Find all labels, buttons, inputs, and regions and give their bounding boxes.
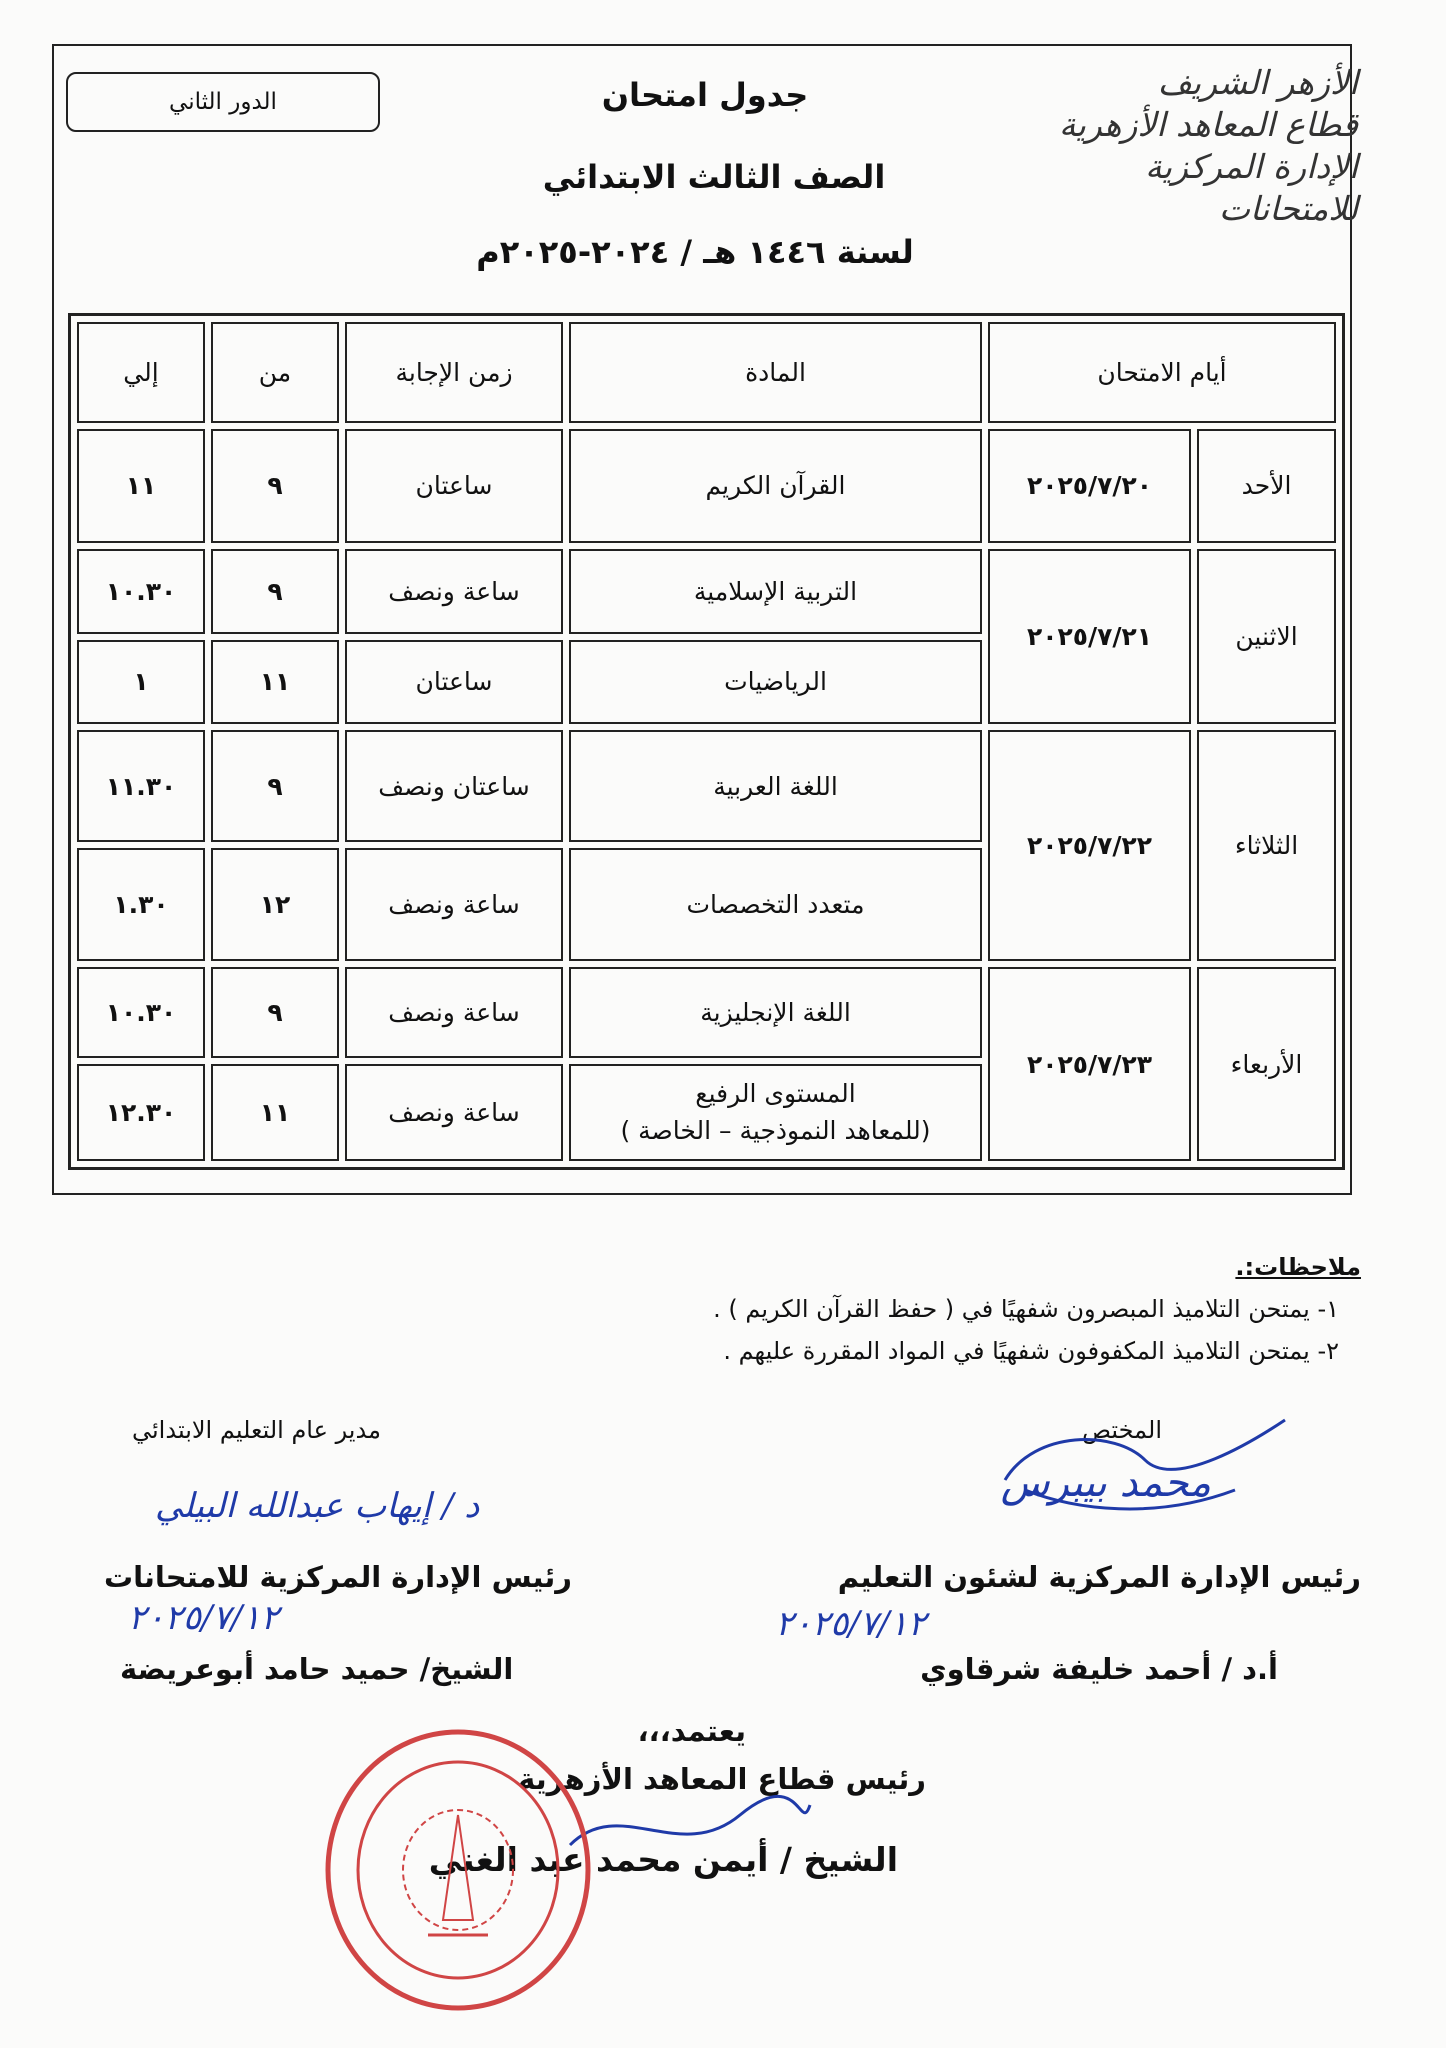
subject-line-1: المستوى الرفيع — [695, 1079, 856, 1109]
to-cell: ١٠.٣٠ — [77, 549, 205, 633]
duration-cell: ساعتان — [345, 429, 563, 544]
header-subject: المادة — [569, 322, 982, 423]
note-item: ١- يمتحن التلاميذ المبصرون شفهيًا في ( حفظ القرآن الكريم ) . — [713, 1295, 1339, 1323]
to-cell: ١٠.٣٠ — [77, 967, 205, 1057]
table-row — [77, 549, 1336, 633]
from-cell: ٩ — [211, 549, 339, 633]
notes-title: ملاحظات:. — [1235, 1253, 1361, 1281]
day-cell: الأحد — [1197, 429, 1336, 544]
header-to: إلي — [77, 322, 205, 423]
day-cell: الأربعاء — [1197, 967, 1336, 1161]
duration-cell: ساعة ونصف — [345, 1064, 563, 1161]
subject-cell: اللغة العربية — [569, 730, 982, 843]
date-cell: ٢٠٢٥/٧/٢١ — [988, 549, 1191, 723]
from-cell: ١١ — [211, 1064, 339, 1161]
to-cell: ١١ — [77, 429, 205, 544]
to-cell: ١.٣٠ — [77, 848, 205, 961]
exams-head-name: الشيخ/ حميد حامد أبوعريضة — [120, 1652, 514, 1686]
exams-head-title: رئيس الإدارة المركزية للامتحانات — [104, 1560, 572, 1594]
table-header-row — [77, 322, 1336, 423]
from-cell: ٩ — [211, 730, 339, 843]
grade-title: الصف الثالث الابتدائي — [542, 158, 886, 196]
logo-line-3: الإدارة المركزية للامتحانات — [1145, 147, 1358, 228]
duration-cell: ساعتان — [345, 640, 563, 724]
date-cell: ٢٠٢٥/٧/٢٣ — [988, 967, 1191, 1161]
notes-section — [461, 1246, 1361, 1372]
to-cell: ١٢.٣٠ — [77, 1064, 205, 1161]
note-item: ٢- يمتحن التلاميذ المكفوفون شفهيًا في المواد المقررة عليهم . — [723, 1337, 1339, 1365]
specialist-label: المختص — [1082, 1416, 1162, 1444]
subject-cell — [569, 1064, 982, 1161]
table-row — [77, 967, 1336, 1057]
logo-line-1: الأزهر الشريف — [1157, 63, 1358, 102]
from-cell: ١١ — [211, 640, 339, 724]
approve-label: يعتمد،،، — [637, 1714, 746, 1748]
round-label: الدور الثاني — [169, 89, 277, 115]
to-cell: ١١.٣٠ — [77, 730, 205, 843]
page-title: جدول امتحان — [601, 76, 809, 114]
subject-cell: اللغة الإنجليزية — [569, 967, 982, 1057]
header-from: من — [211, 322, 339, 423]
duration-cell: ساعة ونصف — [345, 549, 563, 633]
subject-cell: التربية الإسلامية — [569, 549, 982, 633]
from-cell: ٩ — [211, 429, 339, 544]
header-days: أيام الامتحان — [988, 322, 1336, 423]
table-row — [77, 429, 1336, 544]
sector-head-title: رئيس قطاع المعاهد الأزهرية — [518, 1762, 926, 1796]
date-cell: ٢٠٢٥/٧/٢٢ — [988, 730, 1191, 962]
from-cell: ١٢ — [211, 848, 339, 961]
duration-cell: ساعة ونصف — [345, 967, 563, 1057]
subject-line-2: (للمعاهد النموذجية – الخاصة ) — [620, 1116, 931, 1146]
sector-head-signature-scribble — [560, 1785, 820, 1875]
sector-head-name: الشيخ / أيمن محمد عبد الغني — [428, 1840, 898, 1879]
specialist-signature: محمد بيبرس — [1000, 1460, 1211, 1506]
logo-line-2: قطاع المعاهد الأزهرية — [1059, 105, 1358, 144]
director-handwritten: د / إيهاب عبدالله البيلي — [155, 1486, 480, 1526]
year-title: لسنة ١٤٤٦ هـ / ٢٠٢٤-٢٠٢٥م — [476, 233, 914, 271]
subject-cell: الرياضيات — [569, 640, 982, 724]
table-row — [77, 730, 1336, 843]
official-seal-icon — [318, 1720, 598, 2020]
to-cell: ١ — [77, 640, 205, 724]
director-title: مدير عام التعليم الابتدائي — [132, 1416, 381, 1444]
day-cell: الاثنين — [1197, 549, 1336, 723]
specialist-signature-scribble — [995, 1410, 1295, 1530]
subject-cell: القرآن الكريم — [569, 429, 982, 544]
education-head-date: ٢٠٢٥/٧/١٢ — [775, 1604, 926, 1644]
duration-cell: ساعتان ونصف — [345, 730, 563, 843]
subject-cell: متعدد التخصصات — [569, 848, 982, 961]
education-head-name: أ.د / أحمد خليفة شرقاوي — [920, 1652, 1278, 1686]
header-duration: زمن الإجابة — [345, 322, 563, 423]
education-head-title: رئيس الإدارة المركزية لشئون التعليم — [837, 1560, 1361, 1594]
exams-head-date: ٢٠٢٥/٧/١٢ — [128, 1598, 279, 1638]
date-cell: ٢٠٢٥/٧/٢٠ — [988, 429, 1191, 544]
exam-table — [68, 313, 1345, 1170]
day-cell: الثلاثاء — [1197, 730, 1336, 962]
duration-cell: ساعة ونصف — [345, 848, 563, 961]
from-cell: ٩ — [211, 967, 339, 1057]
